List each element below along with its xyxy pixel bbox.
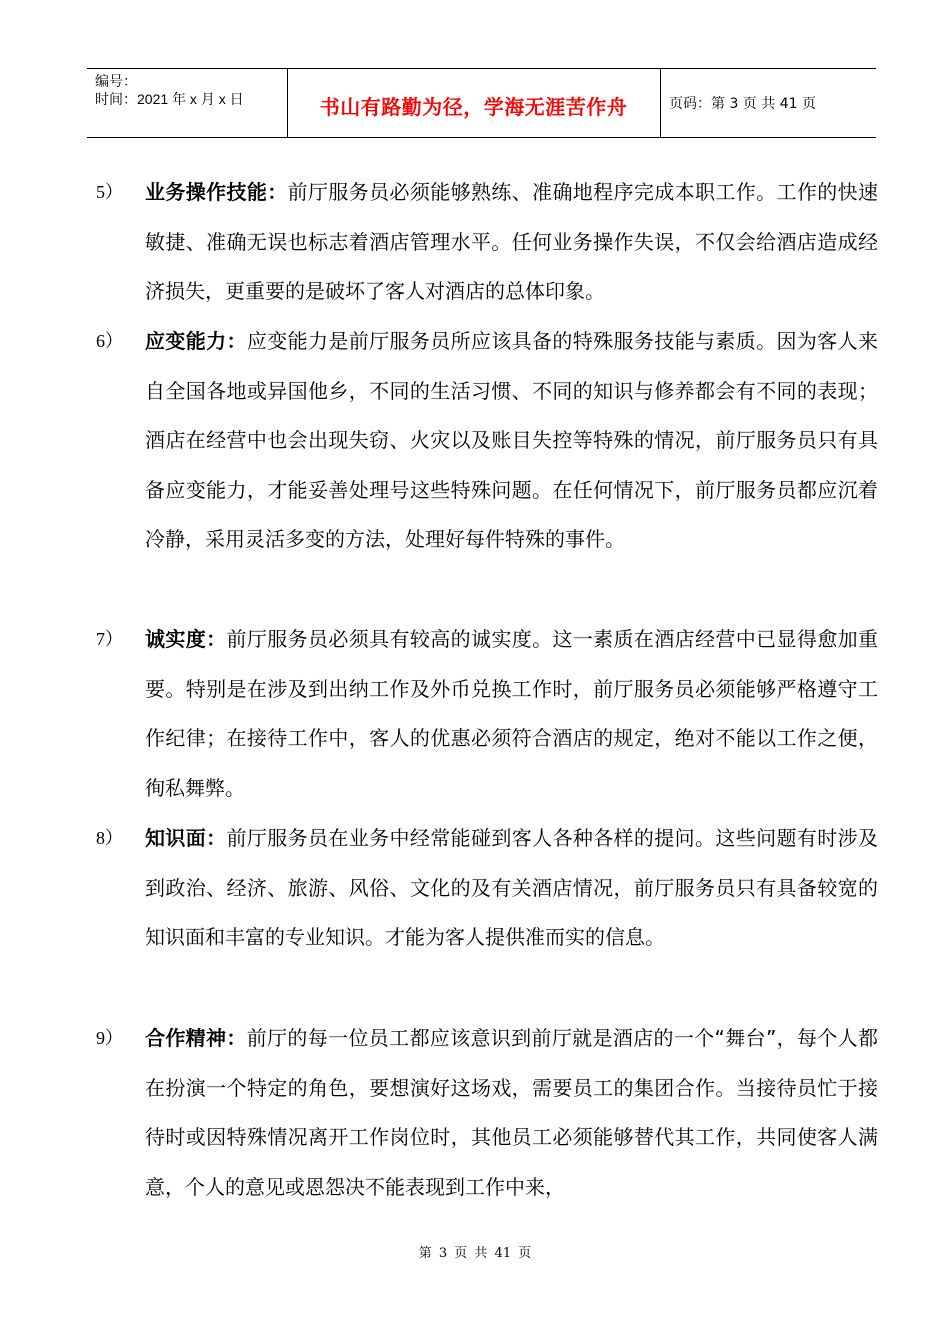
item-number: 6） (96, 331, 123, 351)
item-number: 8） (96, 828, 123, 848)
item-term: 合作精神： (145, 1026, 247, 1050)
item-number: 7） (96, 629, 123, 649)
header-meta (95, 72, 244, 108)
item-text (145, 168, 878, 317)
document-header (87, 68, 876, 138)
item-body: 前厅服务员必须具有较高的诚实度。这一素质在酒店经营中已显得愈加重要。特别是在涉及到出纳工作及外币兑换工作时，前厅服务员必须能够严格遵守工作纪律；在接待工作中，客人的优惠必须符合酒店的规定，绝对不能以工作之便，徇私舞弊。 (145, 627, 879, 800)
header-divider (660, 69, 661, 137)
item-text (145, 615, 878, 813)
item-body: 前厅的每一位员工都应该意识到前厅就是酒店的一个“舞台”，每个人都在扮演一个特定的角色，要想演好这场戏，需要员工的集团合作。当接待员忙于接待时或因特殊情况离开工作岗位时，其他员工必须能够替代其工作，共同使客人满意，个人的意见或恩怨决不能表现到工作中来， (145, 1026, 879, 1199)
item-term: 应变能力： (145, 329, 247, 353)
header-motto: 书山有路勤为径，学海无涯苦作舟 (319, 95, 628, 119)
item-text (145, 1014, 878, 1212)
item-term: 业务操作技能： (145, 180, 288, 204)
item-number: 9） (96, 1028, 123, 1048)
time-label: 时间：2021 年 x 月 x 日 (95, 91, 244, 107)
item-body: 应变能力是前厅服务员所应该具备的特殊服务技能与素质。因为客人来自全国各地或异国他乡，不同的生活习惯、不同的知识与修养都会有不同的表现；酒店在经营中也会出现失窃、火灾以及账目失控等特殊的情况，前厅服务员只有具备应变能力，才能妥善处理号这些特殊问题。在任何情况下，前厅服务员都应沉着冷静，采用灵活多变的方法，处理好每件特殊的事件。 (145, 329, 879, 551)
item-text (145, 317, 878, 565)
item-number: 5） (96, 182, 123, 202)
page-footer: 第 3 页 共 41 页 (418, 1246, 532, 1261)
item-body: 前厅服务员在业务中经常能碰到客人各种各样的提问。这些问题有时涉及到政治、经济、旅游、风俗、文化的及有关酒店情况，前厅服务员只有具备较宽的知识面和丰富的专业知识。才能为客人提供准而实的信息。 (145, 826, 879, 949)
header-page-label: 页码：第 3 页 共 41 页 (669, 96, 816, 112)
item-term: 知识面： (145, 826, 227, 850)
item-term: 诚实度： (145, 627, 227, 651)
serial-label: 编号： (95, 73, 137, 89)
item-text (145, 814, 878, 963)
item-body: 前厅服务员必须能够熟练、准确地程序完成本职工作。工作的快速敏捷、准确无误也标志着酒店管理水平。任何业务操作失误，不仅会给酒店造成经济损失，更重要的是破坏了客人对酒店的总体印象。 (145, 180, 879, 303)
